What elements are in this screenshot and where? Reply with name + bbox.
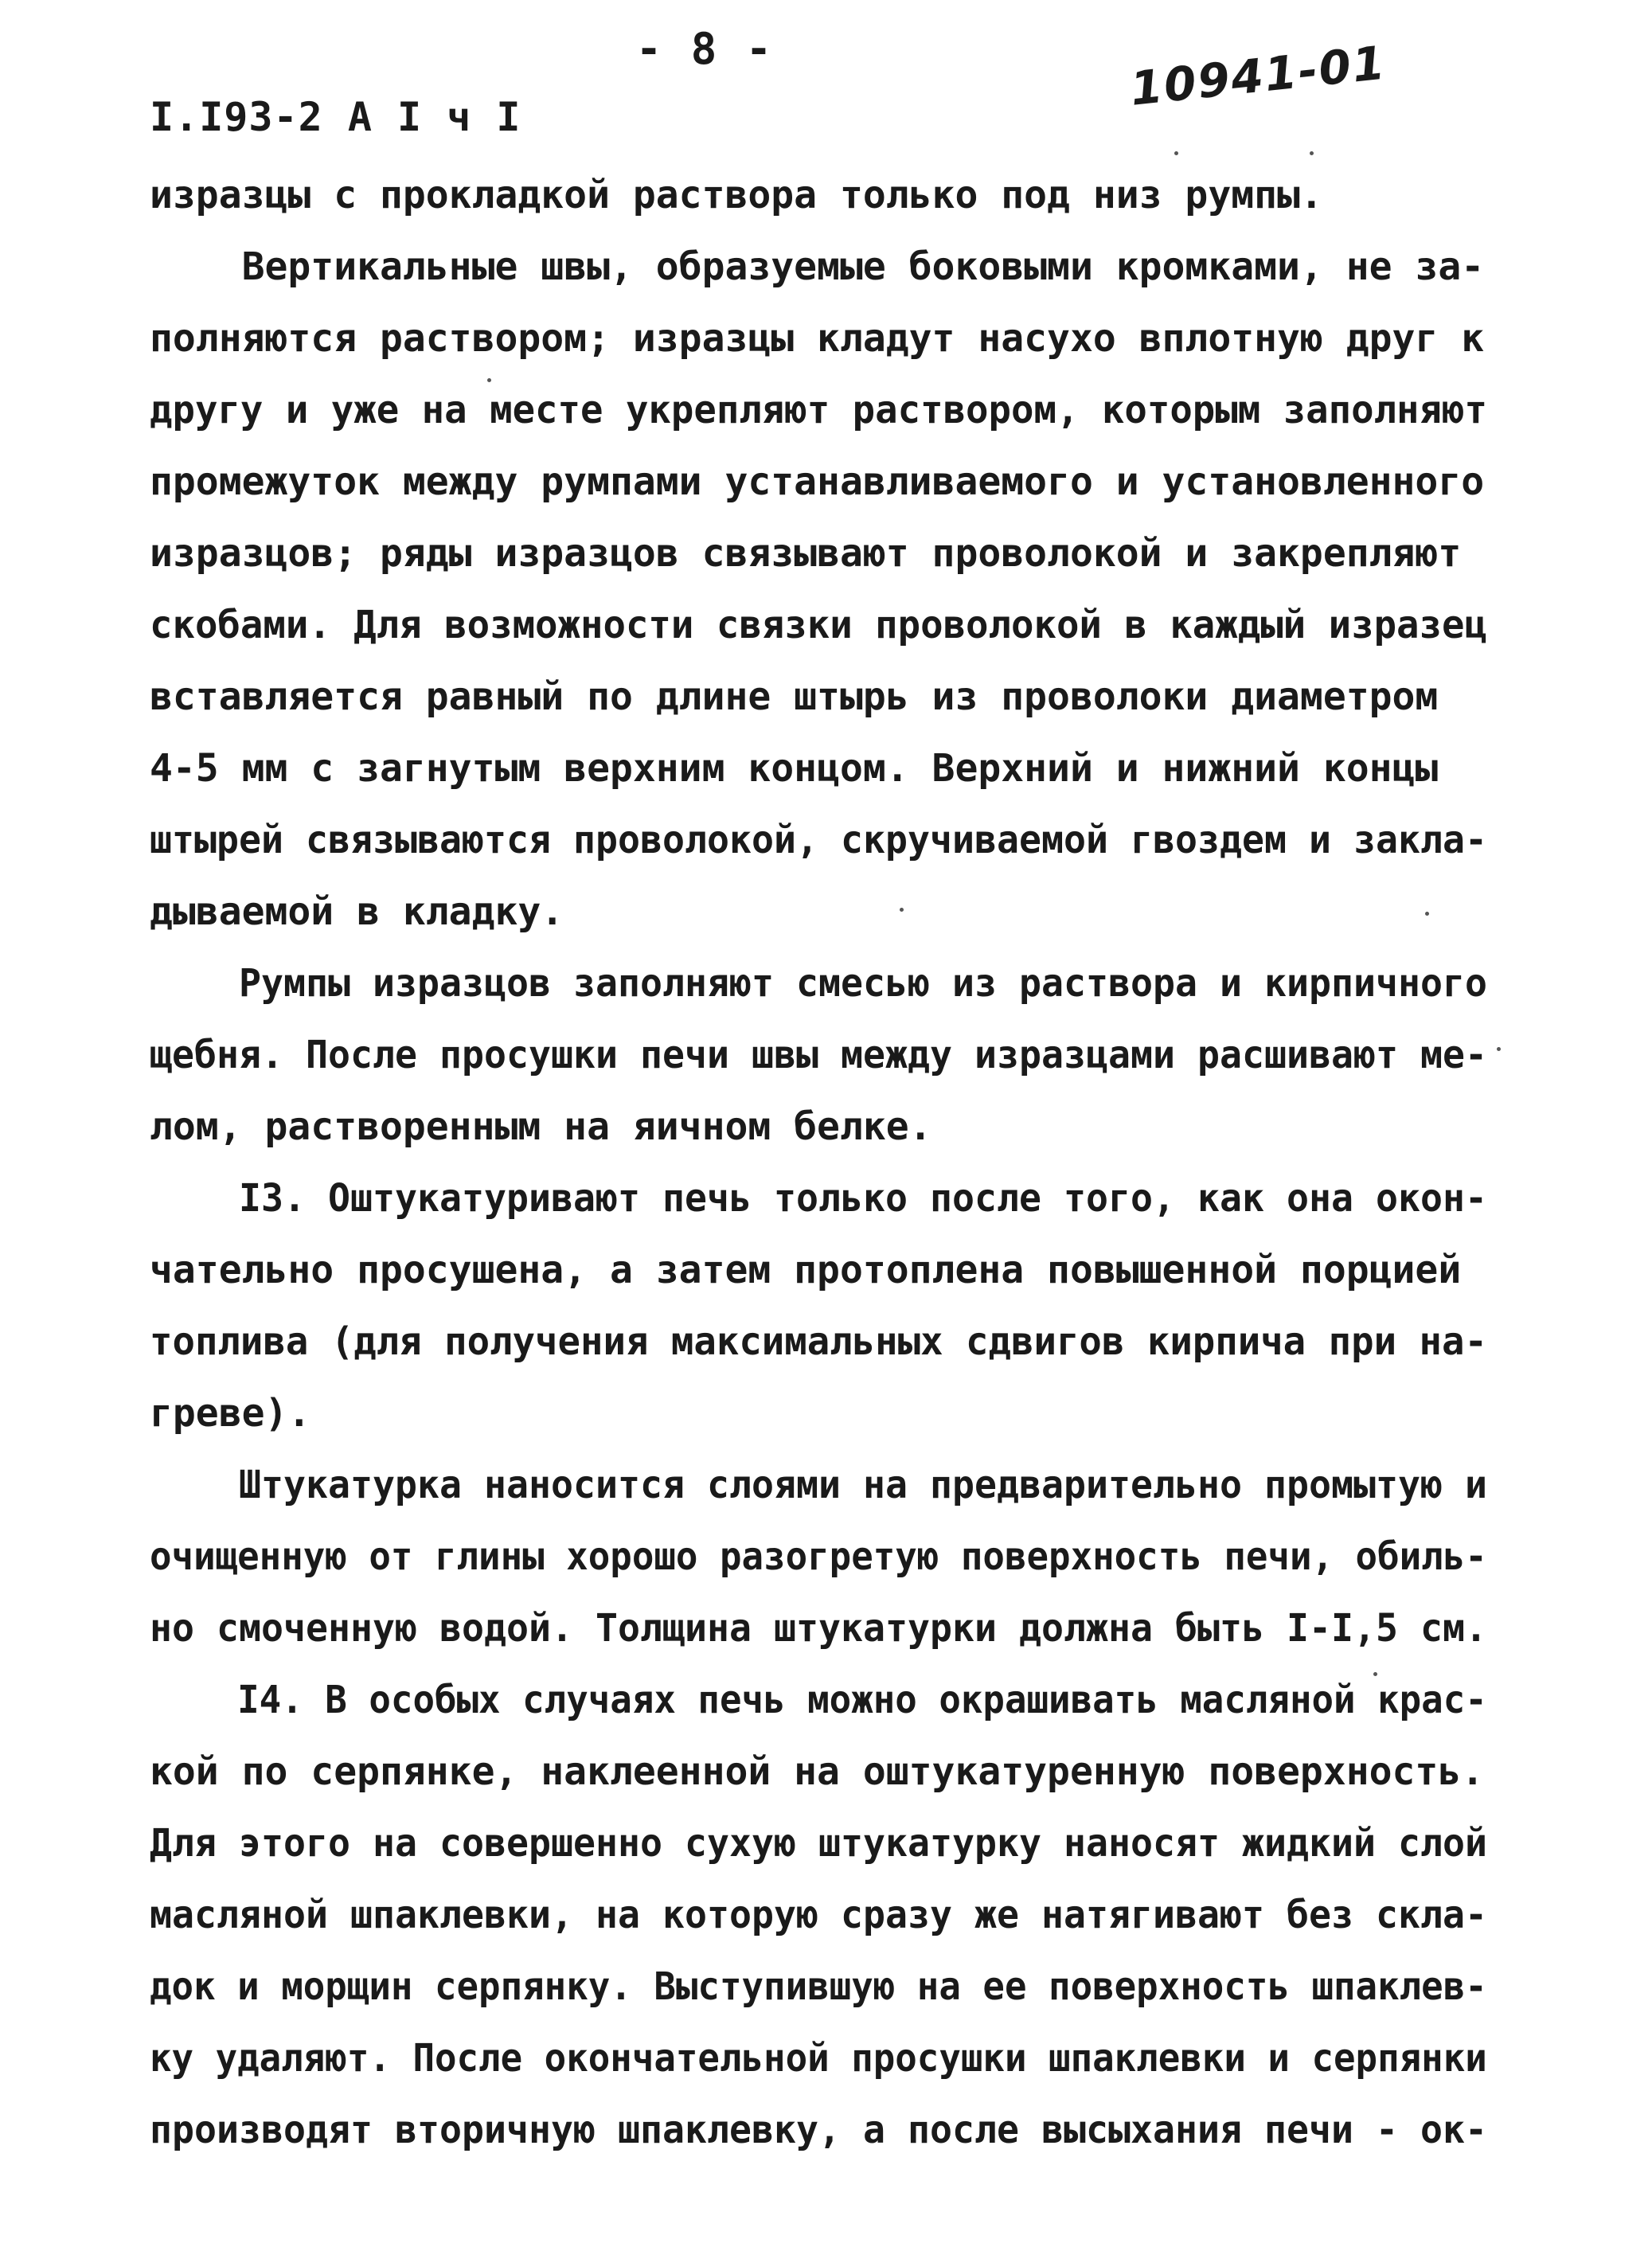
text-line: промежуток между румпами устанавливаемого и установленного <box>150 459 1485 504</box>
text-line: кой по серпянке, наклеенной на оштукатуренную поверхность. <box>150 1749 1485 1794</box>
text-line: полняются раствором; изразцы кладут насухо вплотную друг к <box>150 316 1485 361</box>
text-line: греве). <box>150 1391 311 1436</box>
text-line: Для этого на совершенно сухую штукатурку наносят жидкий слой <box>150 1821 1487 1866</box>
scan-speck <box>1174 151 1178 155</box>
scan-speck <box>1497 1047 1501 1051</box>
scan-speck <box>1373 1672 1377 1676</box>
scan-speck <box>900 908 904 912</box>
text-line: Румпы изразцов заполняют смесью из раствора и кирпичного <box>150 961 1487 1006</box>
text-line: очищенную от глины хорошо разогретую поверхность печи, обиль- <box>150 1534 1487 1579</box>
text-line: чательно просушена, а затем протоплена повышенной порцией <box>150 1248 1462 1292</box>
text-line: 4-5 мм с загнутым верхним концом. Верхний и нижний концы <box>150 746 1439 791</box>
text-line: вставляется равный по длине штырь из проволоки диаметром <box>150 674 1439 719</box>
text-line: изразцы с прокладкой раствора только под низ румпы. <box>150 173 1323 217</box>
scan-speck <box>1310 151 1314 155</box>
handwritten-archive-number: 10941-01 <box>1127 35 1389 116</box>
text-line: другу и уже на месте укрепляют раствором, которым заполняют <box>150 388 1487 432</box>
text-line: щебня. После просушки печи швы между изразцами расшивают ме- <box>150 1033 1487 1077</box>
scan-speck <box>487 378 491 382</box>
text-line: производят вторичную шпаклевку, а после высыхания печи - ок- <box>150 2108 1487 2152</box>
text-line: I4. В особых случаях печь можно окрашивать масляной крас- <box>150 1678 1487 1722</box>
text-line: лом, растворенным на яичном белке. <box>150 1104 932 1149</box>
text-line: ку удаляют. После окончательной просушки шпаклевки и серпянки <box>150 2036 1487 2081</box>
document-code: I.I93-2 А I ч I <box>150 94 521 140</box>
text-line: Штукатурка наносится слоями на предварительно промытую и <box>150 1463 1487 1507</box>
text-line: штырей связываются проволокой, скручиваемой гвоздем и закла- <box>150 818 1487 862</box>
text-line: I3. Оштукатуривают печь только после того, как она окон- <box>150 1176 1487 1221</box>
page-number: - 8 - <box>635 24 774 74</box>
text-line: масляной шпаклевки, на которую сразу же натягивают без скла- <box>150 1893 1487 1937</box>
text-line: топлива (для получения максимальных сдвигов кирпича при на- <box>150 1319 1487 1364</box>
text-line: док и морщин серпянку. Выступившую на ее поверхность шпаклев- <box>150 1964 1487 2009</box>
text-line: дываемой в кладку. <box>150 889 564 934</box>
scan-speck <box>1425 912 1429 916</box>
text-line: скобами. Для возможности связки проволокой в каждый изразец <box>150 603 1487 647</box>
text-line: изразцов; ряды изразцов связывают проволокой и закрепляют <box>150 531 1462 576</box>
text-line: Вертикальные швы, образуемые боковыми кромками, не за- <box>150 244 1485 289</box>
text-line: но смоченную водой. Толщина штукатурки должна быть I-I,5 см. <box>150 1606 1487 1651</box>
